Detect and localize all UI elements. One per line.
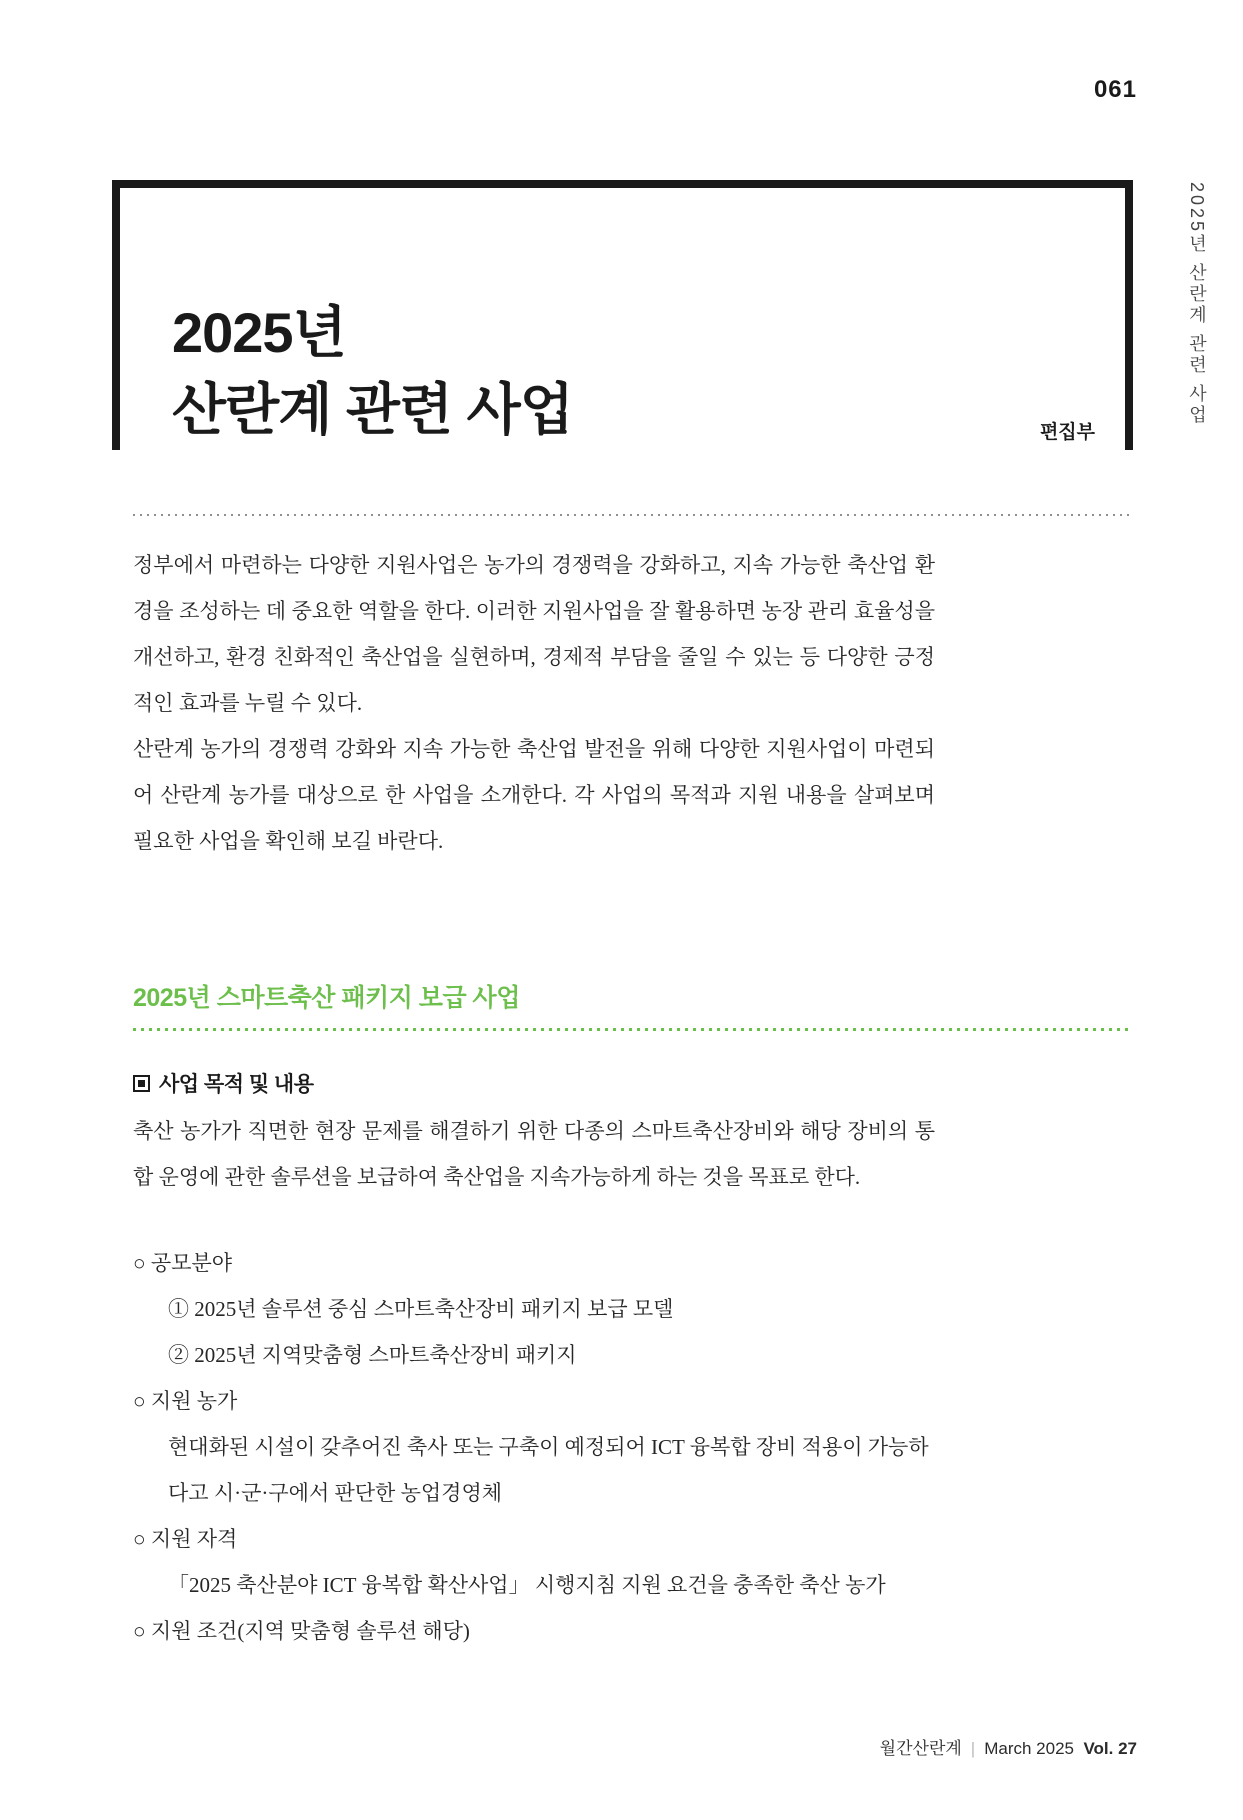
list-item: 「2025 축산분야 ICT 융복합 확산사업」 시행지침 지원 요건을 충족한 축산 농가 [168, 1573, 886, 1597]
subsection-heading-label: 사업 목적 및 내용 [159, 1073, 314, 1096]
list-item: ② 2025년 지역맞춤형 스마트축산장비 패키지 [168, 1343, 577, 1367]
list-item: ○ 지원 농가 [133, 1389, 238, 1413]
intro-paragraph: 정부에서 마련하는 다양한 지원사업은 농가의 경쟁력을 강화하고, 지속 가능한 축산업 환경을 조성하는 데 중요한 역할을 한다. 이러한 지원사업을 잘 활용하면 농장 관리 효율성을 개선하고, 환경 친화적인 축산업을 실현하며, 경제적 부담을 줄일 수 있는 등 다양한 긍정적인 효과를 누릴 수 있다. [133, 553, 935, 715]
footer-divider: | [970, 1739, 976, 1758]
intro-text [133, 542, 935, 864]
page-title-line1: 2025년 [172, 301, 346, 364]
bullet-list [133, 1240, 935, 1654]
list-item: ○ 지원 자격 [133, 1527, 238, 1551]
list-item: ○ 공모분야 [133, 1251, 233, 1275]
dotted-separator [133, 514, 1133, 516]
sidebar-vertical-title: 2025년 산란계 관련 사업 [1187, 182, 1207, 427]
intro-paragraph: 산란계 농가의 경쟁력 강화와 지속 가능한 축산업 발전을 위해 다양한 지원사업이 마련되어 산란계 농가를 대상으로 한 사업을 소개한다. 각 사업의 목적과 지원 내용을 살펴보며 필요한 사업을 확인해 보길 바란다. [133, 737, 935, 853]
subsection-heading [133, 1068, 314, 1098]
page-title [172, 294, 573, 448]
footer-issue: March 2025 [984, 1739, 1074, 1758]
page-number: 061 [1093, 76, 1137, 103]
subsection-body: 축산 농가가 직면한 현장 문제를 해결하기 위한 다종의 스마트축산장비와 해당 장비의 통합 운영에 관한 솔루션을 보급하여 축산업을 지속가능하게 하는 것을 목표로 한다. [133, 1119, 935, 1189]
footer-magazine-name: 월간산란계 [879, 1739, 962, 1758]
list-item: ① 2025년 솔루션 중심 스마트축산장비 패키지 보급 모델 [168, 1297, 674, 1321]
page-footer [880, 1734, 1137, 1759]
square-bullet-icon [133, 1075, 150, 1092]
green-dotted-separator [133, 1028, 1133, 1031]
page-title-line2: 산란계 관련 사업 [172, 378, 573, 441]
list-item: 현대화된 시설이 갖추어진 축사 또는 구축이 예정되어 ICT 융복합 장비 적용이 가능하다고 시·군·구에서 판단한 농업경영체 [168, 1435, 929, 1505]
footer-volume: Vol. 27 [1083, 1739, 1137, 1758]
list-item: ○ 지원 조건(지역 맞춤형 솔루션 해당) [133, 1619, 470, 1643]
section-title: 2025년 스마트축산 패키지 보급 사업 [133, 984, 520, 1012]
title-frame [112, 180, 1133, 450]
byline: 편집부 [1039, 422, 1095, 443]
